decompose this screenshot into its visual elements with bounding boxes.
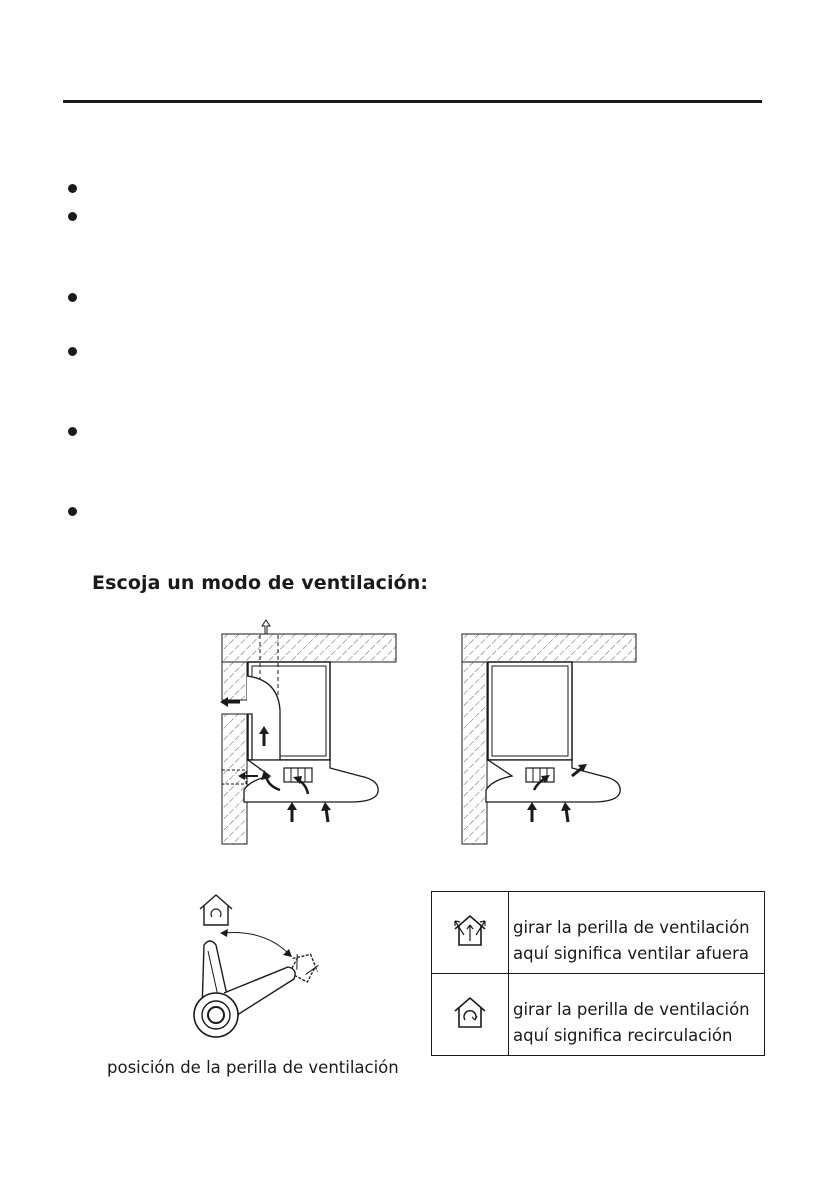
- bullet-3: [68, 293, 77, 302]
- recirculation-house-icon: [200, 895, 232, 925]
- top-rule: [63, 100, 762, 103]
- legend-row-recirculation: [432, 974, 765, 1056]
- bullet-1: [68, 184, 77, 193]
- legend-line-2: aquí significa recirculación: [513, 1026, 733, 1045]
- section-heading: Escoja un modo de ventilación:: [92, 572, 429, 594]
- bullet-5: [68, 427, 77, 436]
- legend-line-1: girar la perilla de ventilación: [513, 1000, 750, 1019]
- legend-line-1: girar la perilla de ventilación: [513, 918, 750, 937]
- vent-out-house-icon: [450, 911, 490, 951]
- legend-icon-cell: [432, 974, 509, 1056]
- legend-text-vent-out: [509, 892, 765, 974]
- bullet-6: [68, 507, 77, 516]
- ducted-installation-diagram: [220, 630, 410, 845]
- legend-text-recirculation: [509, 974, 765, 1056]
- mode-legend-table: [431, 891, 765, 1056]
- legend-icon-cell: [432, 892, 509, 974]
- bullet-4: [68, 347, 77, 356]
- legend-line-2: aquí significa ventilar afuera: [513, 944, 749, 963]
- knob-caption: posición de la perilla de ventilación: [107, 1058, 399, 1077]
- recirculation-installation-diagram: [460, 630, 640, 845]
- bullet-2: [68, 212, 77, 221]
- recirculation-house-icon: [450, 993, 490, 1033]
- vent-knob-diagram: [180, 893, 350, 1053]
- legend-row-vent-out: [432, 892, 765, 974]
